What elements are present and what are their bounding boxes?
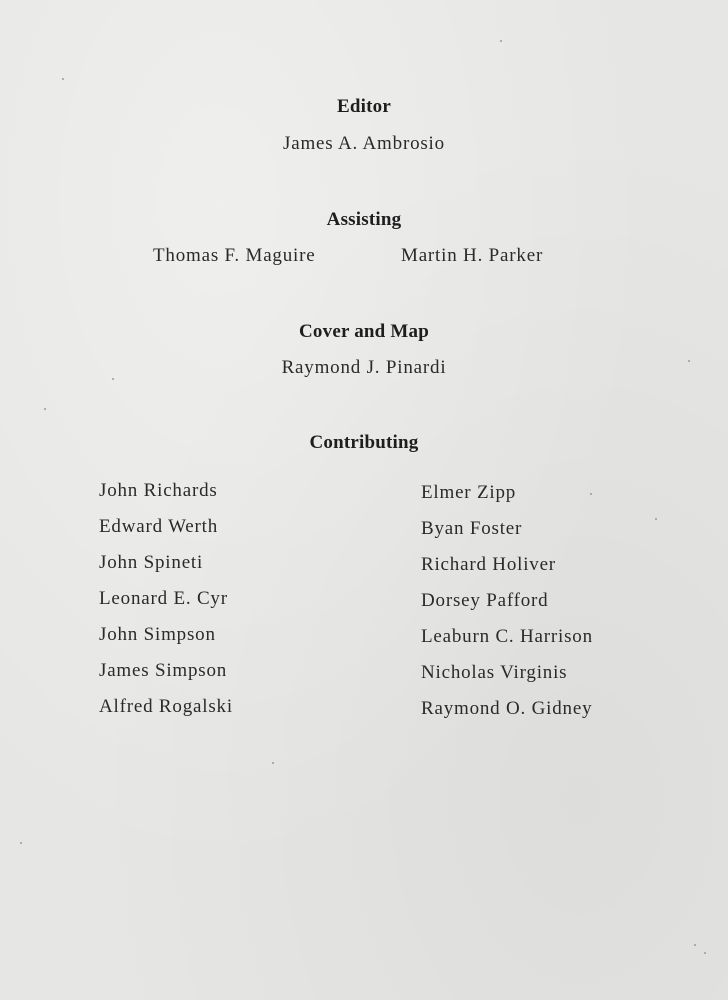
contributor-name: John Richards	[99, 480, 218, 501]
contributor-name: Nicholas Virginis	[421, 662, 568, 683]
contributor-name: Leonard E. Cyr	[99, 588, 228, 609]
contributor-name: Dorsey Pafford	[421, 590, 549, 611]
contributing-left-column	[99, 480, 233, 732]
paper-speck	[112, 378, 114, 380]
contributing-heading: Contributing	[309, 432, 419, 453]
assisting-name-1: Thomas F. Maguire	[153, 245, 316, 266]
contributor-name: Richard Holiver	[421, 554, 556, 575]
contributing-right-column	[421, 482, 593, 734]
contributor-name: Alfred Rogalski	[99, 696, 233, 717]
paper-speck	[272, 762, 274, 764]
cover-and-map-name: Raymond J. Pinardi	[281, 357, 447, 378]
contributor-name: James Simpson	[99, 660, 228, 681]
contributor-name: John Simpson	[99, 624, 216, 645]
editor-name: James A. Ambrosio	[283, 133, 445, 154]
contributor-name: John Spineti	[99, 552, 204, 573]
paper-speck	[694, 944, 696, 946]
paper-speck	[500, 40, 502, 42]
assisting-name-2: Martin H. Parker	[401, 245, 544, 266]
editor-heading: Editor	[337, 96, 391, 117]
paper-speck	[688, 360, 690, 362]
paper-speck	[20, 842, 22, 844]
paper-speck	[704, 952, 706, 954]
contributor-name: Edward Werth	[99, 516, 219, 537]
contributor-name: Leaburn C. Harrison	[421, 626, 593, 647]
paper-speck	[44, 408, 46, 410]
paper-speck	[655, 518, 657, 520]
contributor-name: Elmer Zipp	[421, 482, 517, 503]
contributor-name: Raymond O. Gidney	[421, 698, 593, 719]
paper-speck	[62, 78, 64, 80]
paper-speck	[590, 493, 592, 495]
contributor-name: Byan Foster	[421, 518, 523, 539]
cover-and-map-heading: Cover and Map	[299, 321, 429, 342]
assisting-heading: Assisting	[326, 209, 402, 230]
